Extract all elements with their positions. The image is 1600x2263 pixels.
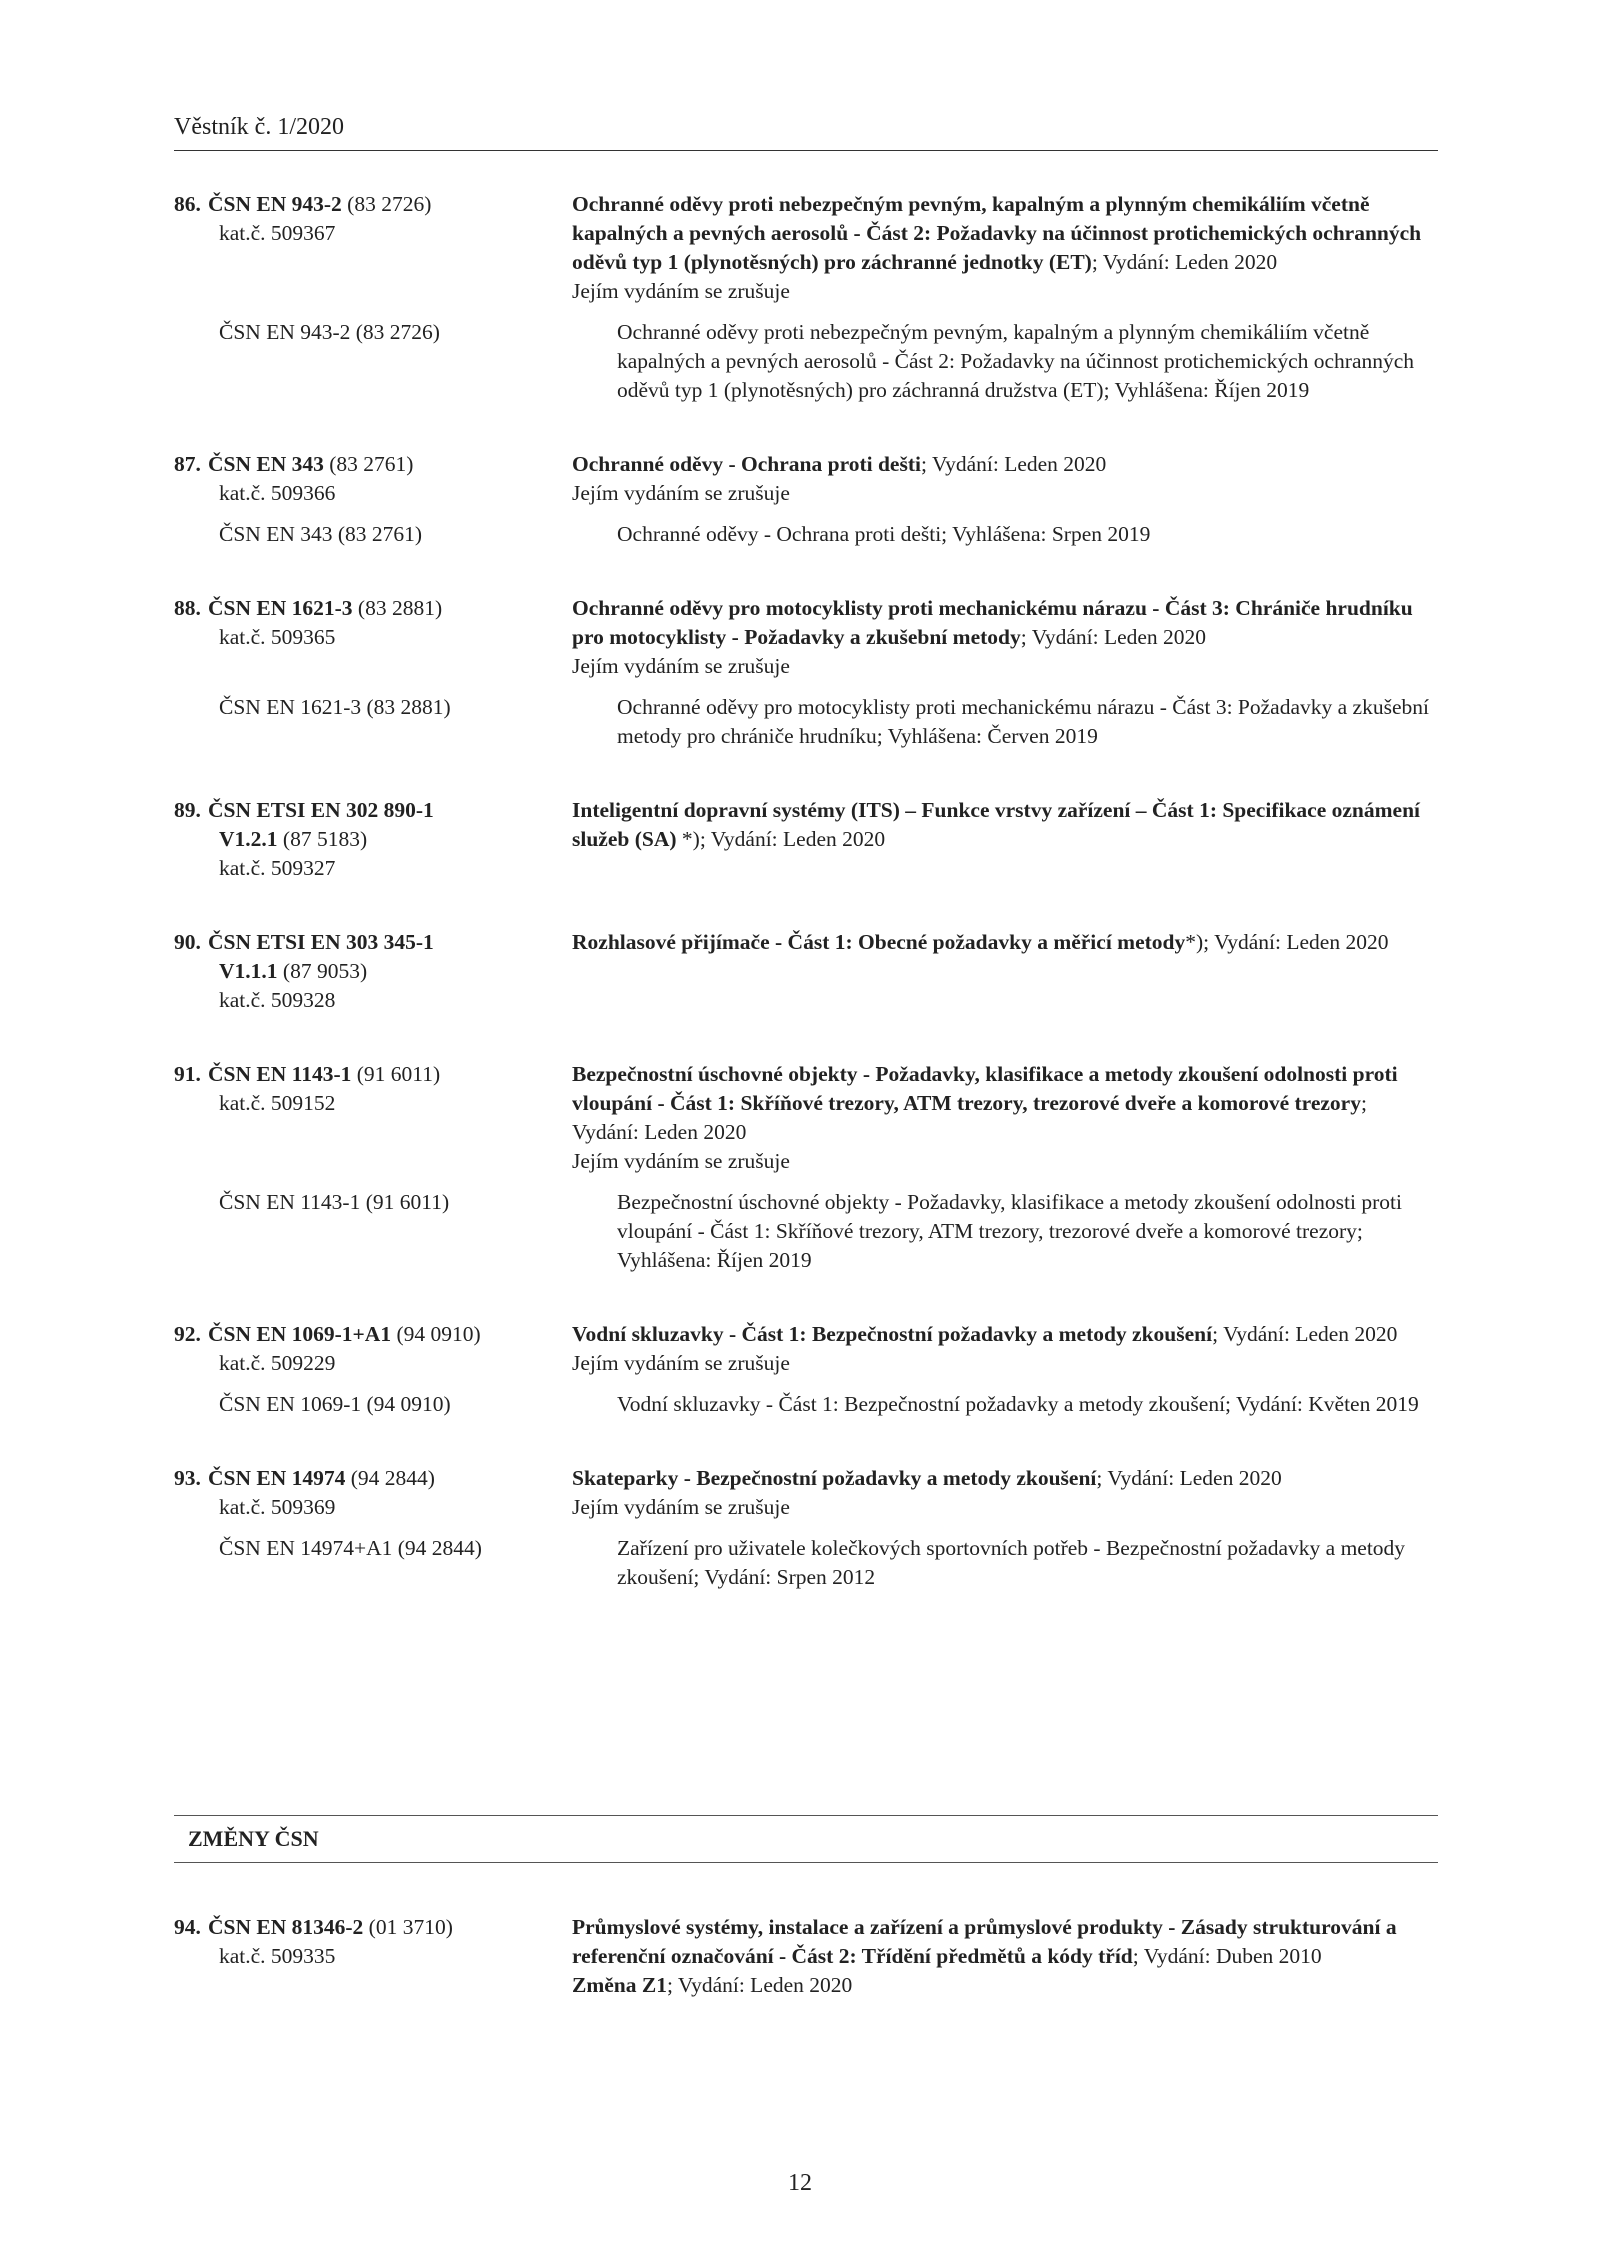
standard-entry: [174, 1060, 1438, 1275]
standard-title: Vodní skluzavky - Část 1: Bezpečnostní požadavky a metody zkoušení: [572, 1322, 1213, 1346]
entry-title-line: [572, 928, 1438, 957]
entry-description: [572, 594, 1438, 681]
issue-date: ; Vydání: Leden 2020: [1091, 250, 1278, 274]
entry-main-row: [174, 1060, 1438, 1176]
standard-title: Inteligentní dopravní systémy (ITS) – Funkce vrstvy zařízení – Část 1: Specifikace oznámení služeb (SA): [572, 798, 1421, 851]
entry-title-line: [572, 1060, 1438, 1147]
replaced-standard-row: [174, 520, 1438, 549]
replaced-standard-text: Bezpečnostní úschovné objekty - Požadavky, klasifikace a metody zkoušení odolnosti proti vloupání - Část 1: Skříňové trezory, ATM trezory, trezorové dveře a komorové trezory; Vyhlášena: Říjen 2019: [617, 1190, 1402, 1272]
amendments-list: [174, 1913, 1438, 2045]
entry-number: 89.: [174, 798, 201, 822]
standard-version: V1.2.1: [219, 827, 278, 851]
entry-title-line: [572, 190, 1438, 277]
standard-code: ČSN EN 1069-1+A1: [208, 1322, 392, 1346]
entry-main-row: [174, 1464, 1438, 1522]
entry-main-row: [174, 594, 1438, 681]
entry-identifier: [174, 1060, 572, 1176]
entry-number: 93.: [174, 1466, 201, 1490]
standard-title: Průmyslové systémy, instalace a zařízení a průmyslové produkty - Zásady strukturování a referenční označování - Část 2: Třídění předmětů a kódy tříd: [572, 1915, 1397, 1968]
entry-number: 88.: [174, 596, 201, 620]
entry-description: [572, 1060, 1438, 1176]
entry-number: 94.: [174, 1915, 201, 1939]
entry-description: [572, 1464, 1438, 1522]
catalog-number: kat.č. 509366: [219, 481, 336, 505]
entry-code-line: [174, 796, 572, 825]
entry-code-line: [174, 1464, 572, 1493]
standard-entry: [174, 796, 1438, 883]
entry-title-line: [572, 796, 1438, 854]
entry-identifier: [174, 796, 572, 883]
classification-code: (94 0910): [391, 1322, 481, 1346]
entry-description: [572, 928, 1438, 1015]
entry-identifier: [174, 1464, 572, 1522]
standards-list: [174, 190, 1438, 1637]
entry-description: [572, 450, 1438, 508]
classification-code: (91 6011): [351, 1062, 441, 1086]
cancellation-note: Jejím vydáním se zrušuje: [572, 1495, 790, 1519]
classification-code: (87 5183): [277, 827, 368, 851]
replaced-standard-text: Ochranné oděvy - Ochrana proti dešti; Vyhlášena: Srpen 2019: [617, 522, 1151, 546]
issue-date: ; Vydání: Leden 2020: [1096, 1466, 1282, 1490]
replaced-standard-text: Zařízení pro uživatele kolečkových sportovních potřeb - Bezpečnostní požadavky a metody zkoušení; Vydání: Srpen 2012: [617, 1536, 1406, 1589]
standard-entry: [174, 928, 1438, 1015]
entry-code-line: [174, 450, 572, 479]
standard-title: Ochranné oděvy - Ochrana proti dešti: [572, 452, 921, 476]
replaced-standard-row: [174, 318, 1438, 405]
standard-entry: [174, 594, 1438, 751]
standard-entry: [174, 190, 1438, 405]
entry-identifier: [174, 594, 572, 681]
entry-main-row: [174, 1913, 1438, 2000]
entry-description: [572, 1320, 1438, 1378]
page-header: [174, 112, 1438, 151]
journal-title: Věstník č. 1/2020: [174, 114, 344, 140]
entry-title-line: [572, 1320, 1438, 1349]
standard-code: ČSN EN 14974: [208, 1466, 346, 1490]
replaced-standard-row: [174, 1390, 1438, 1419]
replaced-standard-code: ČSN EN 943-2 (83 2726): [219, 320, 440, 344]
replaced-standard-code: ČSN EN 1143-1 (91 6011): [219, 1190, 450, 1214]
entry-number: 91.: [174, 1062, 201, 1086]
catalog-number: kat.č. 509229: [219, 1351, 336, 1375]
entry-number: 86.: [174, 192, 201, 216]
entry-code-continuation: [174, 957, 572, 986]
entry-main-row: [174, 928, 1438, 1015]
entry-identifier: [174, 190, 572, 306]
standard-code: ČSN EN 1621-3: [208, 596, 353, 620]
issue-date: ; Vydání: Leden 2020: [572, 1091, 1367, 1144]
standard-code: ČSN EN 343: [208, 452, 324, 476]
section-title: ZMĚNY ČSN: [188, 1826, 319, 1851]
entry-code-line: [174, 928, 572, 957]
issue-date: ; Vydání: Leden 2020: [920, 452, 1107, 476]
cancellation-note: Jejím vydáním se zrušuje: [572, 1149, 790, 1173]
amendment-label: Změna Z1: [572, 1973, 667, 1997]
amendment-date: ; Vydání: Leden 2020: [666, 1973, 853, 1997]
entry-number: 87.: [174, 452, 201, 476]
replaced-standard-code: ČSN EN 14974+A1 (94 2844): [219, 1536, 482, 1560]
catalog-number: kat.č. 509365: [219, 625, 336, 649]
entry-code-line: [174, 190, 572, 219]
entry-identifier: [174, 928, 572, 1015]
standard-title: Skateparky - Bezpečnostní požadavky a metody zkoušení: [572, 1466, 1097, 1490]
entry-main-row: [174, 1320, 1438, 1378]
entry-description: [572, 796, 1438, 883]
replaced-standard-row: [174, 693, 1438, 751]
entry-identifier: [174, 1320, 572, 1378]
standard-entry: [174, 1464, 1438, 1592]
entry-title-line: [572, 450, 1438, 479]
classification-code: (01 3710): [363, 1915, 453, 1939]
cancellation-note: Jejím vydáním se zrušuje: [572, 654, 790, 678]
standard-entry: [174, 1320, 1438, 1419]
standard-title: Bezpečnostní úschovné objekty - Požadavky, klasifikace a metody zkoušení odolnosti proti vloupání - Část 1: Skříňové trezory, ATM trezory, trezorové dveře a komorové trezory: [572, 1062, 1398, 1115]
issue-date: ; Vydání: Duben 2010: [1132, 1944, 1322, 1968]
replaced-standard-code: ČSN EN 1069-1 (94 0910): [219, 1392, 451, 1416]
entry-number: 90.: [174, 930, 201, 954]
entry-code-line: [174, 594, 572, 623]
catalog-number: kat.č. 509367: [219, 221, 336, 245]
cancellation-note: Jejím vydáním se zrušuje: [572, 279, 790, 303]
cancellation-note: Jejím vydáním se zrušuje: [572, 1351, 790, 1375]
replaced-standard-code: ČSN EN 343 (83 2761): [219, 522, 423, 546]
classification-code: (94 2844): [345, 1466, 435, 1490]
amendment-entry: [174, 1913, 1438, 2000]
catalog-number: kat.č. 509327: [219, 856, 336, 880]
catalog-number: kat.č. 509152: [219, 1091, 336, 1115]
entry-title-line: [572, 1913, 1438, 1971]
classification-code: (83 2726): [341, 192, 432, 216]
entry-number: 92.: [174, 1322, 201, 1346]
page-number: 12: [788, 2170, 812, 2196]
issue-date: *); Vydání: Leden 2020: [676, 827, 886, 851]
issue-date: *); Vydání: Leden 2020: [1185, 930, 1389, 954]
classification-code: (83 2881): [352, 596, 443, 620]
standard-code: ČSN EN 943-2: [208, 192, 342, 216]
replaced-standard-text: Vodní skluzavky - Část 1: Bezpečnostní požadavky a metody zkoušení; Vydání: Květen 2019: [617, 1392, 1419, 1416]
standard-title: Ochranné oděvy pro motocyklisty proti mechanickému nárazu - Část 3: Chrániče hrudníku pro motocyklisty - Požadavky a zkušební metody: [572, 596, 1413, 649]
amendment-line: [572, 1971, 1438, 2000]
standard-code: ČSN ETSI EN 302 890-1: [208, 798, 434, 822]
entry-identifier: [174, 1913, 572, 2000]
standard-entry: [174, 450, 1438, 549]
standard-version: V1.1.1: [219, 959, 278, 983]
replaced-standard-code: ČSN EN 1621-3 (83 2881): [219, 695, 451, 719]
replaced-standard-row: [174, 1188, 1438, 1275]
standard-title: Rozhlasové přijímače - Část 1: Obecné požadavky a měřicí metody: [572, 930, 1186, 954]
standard-code: ČSN ETSI EN 303 345-1: [208, 930, 434, 954]
issue-date: ; Vydání: Leden 2020: [1212, 1322, 1398, 1346]
catalog-number: kat.č. 509369: [219, 1495, 336, 1519]
entry-main-row: [174, 796, 1438, 883]
issue-date: ; Vydání: Leden 2020: [1020, 625, 1207, 649]
standard-title: Ochranné oděvy proti nebezpečným pevným, kapalným a plynným chemikáliím včetně kapalných a pevných aerosolů - Část 2: Požadavky na účinnost protichemických ochranných oděvů typ 1 (plynotěsných) pro záchranné jednotky (ET): [572, 192, 1422, 274]
replaced-standard-row: [174, 1534, 1438, 1592]
catalog-number: kat.č. 509335: [219, 1944, 336, 1968]
entry-description: [572, 1913, 1438, 2000]
entry-code-line: [174, 1913, 572, 1942]
entry-code-line: [174, 1060, 572, 1089]
entry-main-row: [174, 450, 1438, 508]
entry-description: [572, 190, 1438, 306]
replaced-standard-text: Ochranné oděvy pro motocyklisty proti mechanickému nárazu - Část 3: Požadavky a zkušební metody pro chrániče hrudníku; Vyhlášena: Červen 2019: [617, 695, 1429, 748]
classification-code: (83 2761): [323, 452, 414, 476]
entry-title-line: [572, 1464, 1438, 1493]
entry-main-row: [174, 190, 1438, 306]
standard-code: ČSN EN 1143-1: [208, 1062, 352, 1086]
entry-title-line: [572, 594, 1438, 652]
entry-identifier: [174, 450, 572, 508]
entry-code-continuation: [174, 825, 572, 854]
replaced-standard-text: Ochranné oděvy proti nebezpečným pevným, kapalným a plynným chemikáliím včetně kapalných a pevných aerosolů - Část 2: Požadavky na účinnost protichemických ochranných oděvů typ 1 (plynotěsných) pro záchranná družstva (ET); Vyhlášena: Říjen 2019: [617, 320, 1415, 402]
standard-code: ČSN EN 81346-2: [208, 1915, 364, 1939]
catalog-number: kat.č. 509328: [219, 988, 336, 1012]
section-heading: [174, 1815, 1438, 1863]
entry-code-line: [174, 1320, 572, 1349]
cancellation-note: Jejím vydáním se zrušuje: [572, 481, 790, 505]
classification-code: (87 9053): [277, 959, 368, 983]
